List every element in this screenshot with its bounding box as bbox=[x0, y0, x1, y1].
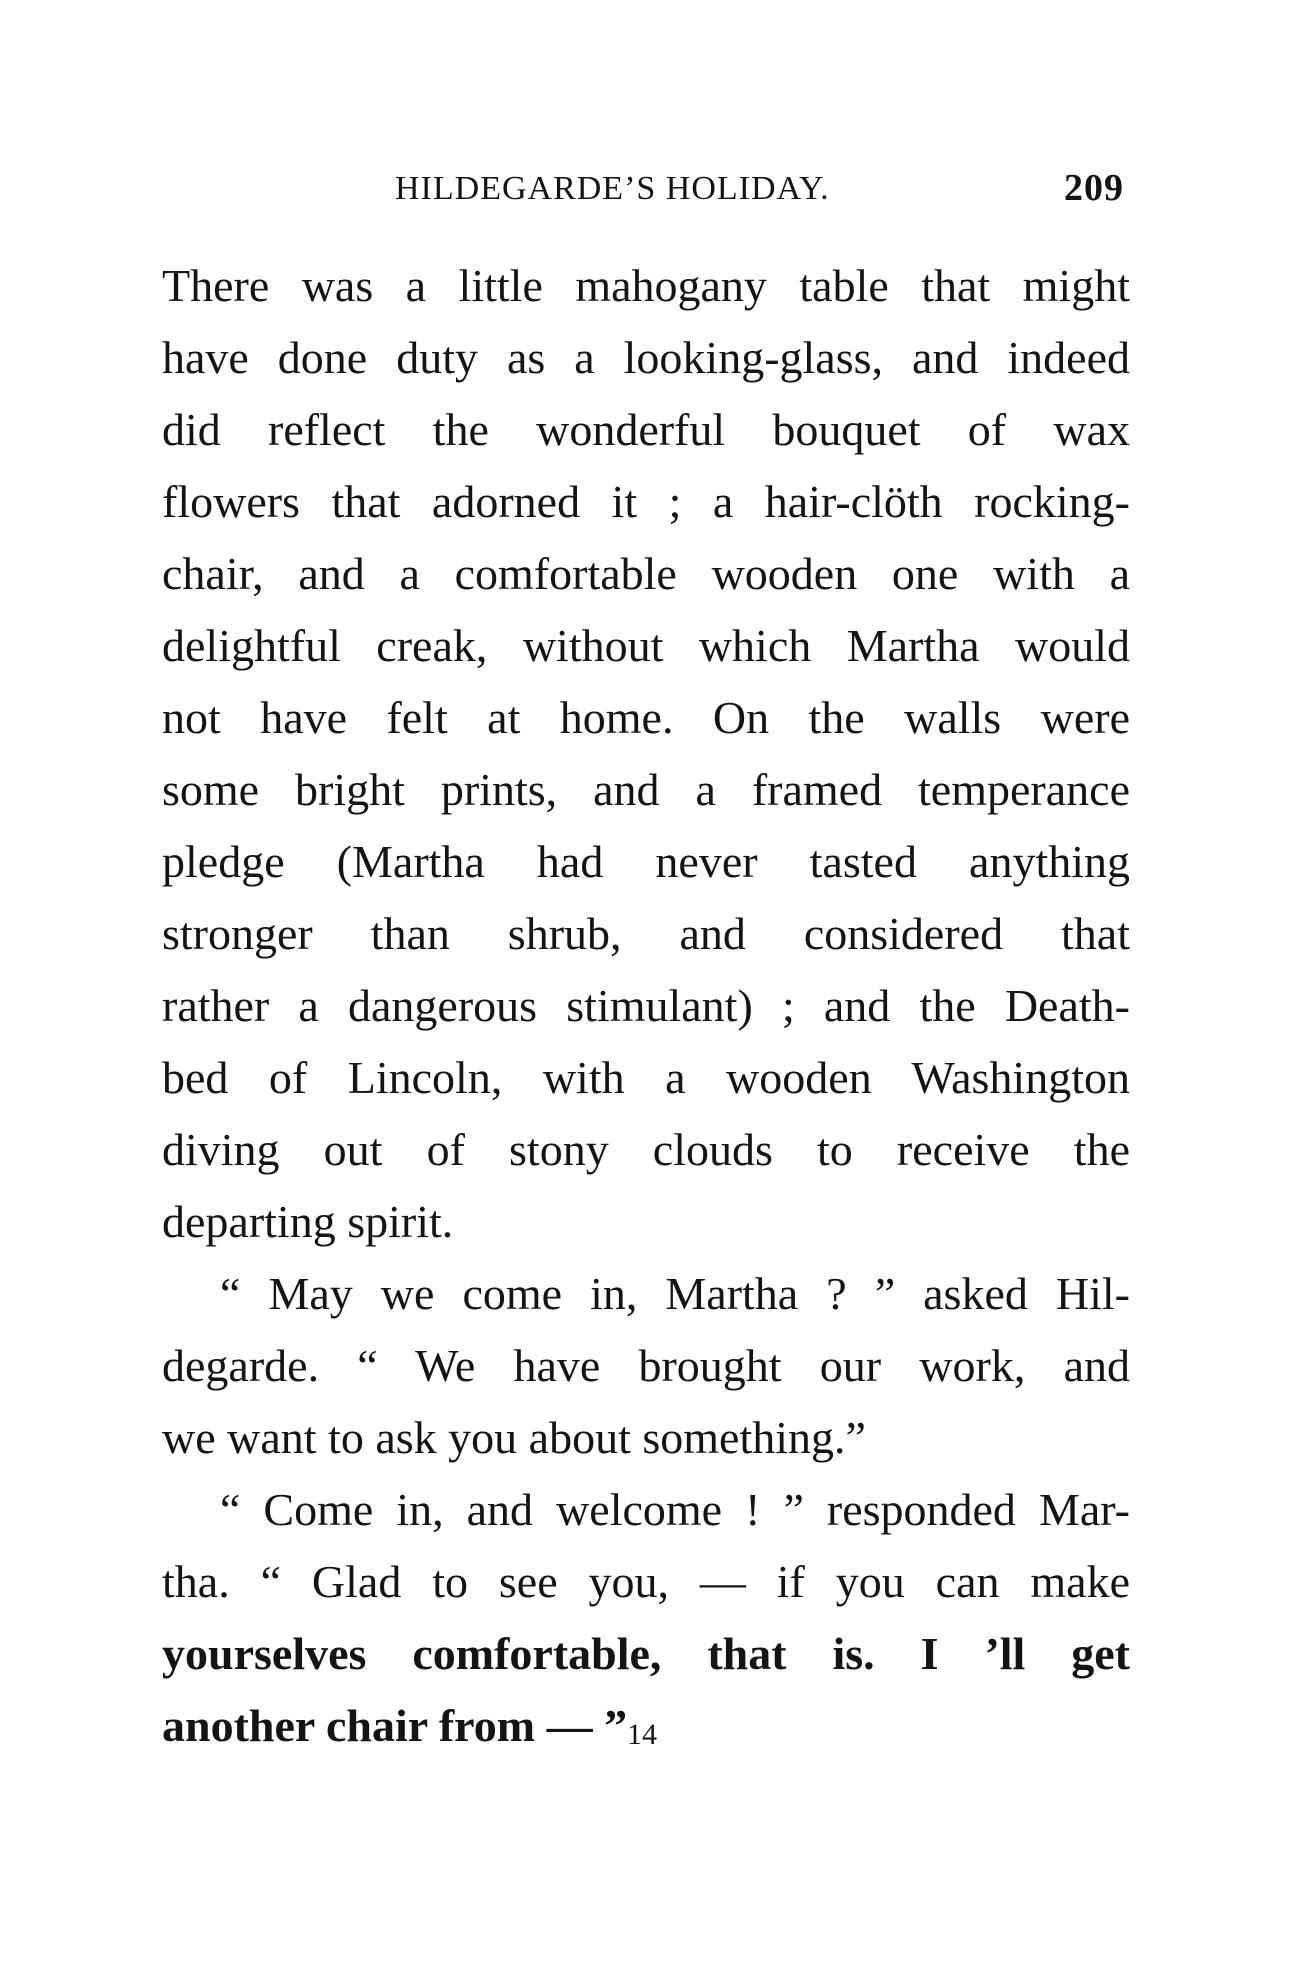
running-title: HILDEGARDE’S HOLIDAY. bbox=[395, 170, 830, 207]
paragraph-end-line: departing spirit. bbox=[162, 1196, 454, 1247]
text-line: stronger than shrub, and considered that bbox=[162, 908, 1130, 959]
text-line: rather a dangerous stimulant) ; and the Death- bbox=[162, 980, 1130, 1031]
signature-mark: 14 bbox=[627, 1718, 657, 1751]
text-line: pledge (Martha had never tasted anything bbox=[162, 836, 1130, 887]
running-head bbox=[162, 167, 1132, 220]
dialogue-line: tha. “ Glad to see you, — if you can make bbox=[162, 1556, 1130, 1607]
text-line: have done duty as a looking-glass, and indeed bbox=[162, 332, 1130, 383]
paragraph-end-line: another chair from — ” bbox=[162, 1700, 628, 1751]
text-line: delightful creak, without which Martha would bbox=[162, 620, 1130, 671]
dialogue-line: degarde. “ We have brought our work, and bbox=[162, 1340, 1130, 1391]
dialogue-line: “ May we come in, Martha ? ” asked Hil- bbox=[220, 1268, 1130, 1319]
text-line: did reflect the wonderful bouquet of wax bbox=[162, 404, 1130, 455]
body-text bbox=[162, 250, 1130, 1762]
text-line: chair, and a comfortable wooden one with a bbox=[162, 548, 1130, 599]
text-line: flowers that adorned it ; a hair-clöth rocking- bbox=[162, 476, 1130, 527]
text-line: There was a little mahogany table that might bbox=[162, 260, 1130, 311]
dialogue-line: “ Come in, and welcome ! ” responded Mar- bbox=[220, 1484, 1130, 1535]
text-line: bed of Lincoln, with a wooden Washington bbox=[162, 1052, 1130, 1103]
page-number: 209 bbox=[1064, 167, 1124, 209]
text-line: some bright prints, and a framed temperance bbox=[162, 764, 1130, 815]
text-line: diving out of stony clouds to receive the bbox=[162, 1124, 1130, 1175]
text-line: not have felt at home. On the walls were bbox=[162, 692, 1130, 743]
dialogue-line: yourselves comfortable, that is. I ’ll get bbox=[162, 1628, 1130, 1679]
paragraph-end-line: we want to ask you about something.” bbox=[162, 1412, 866, 1463]
